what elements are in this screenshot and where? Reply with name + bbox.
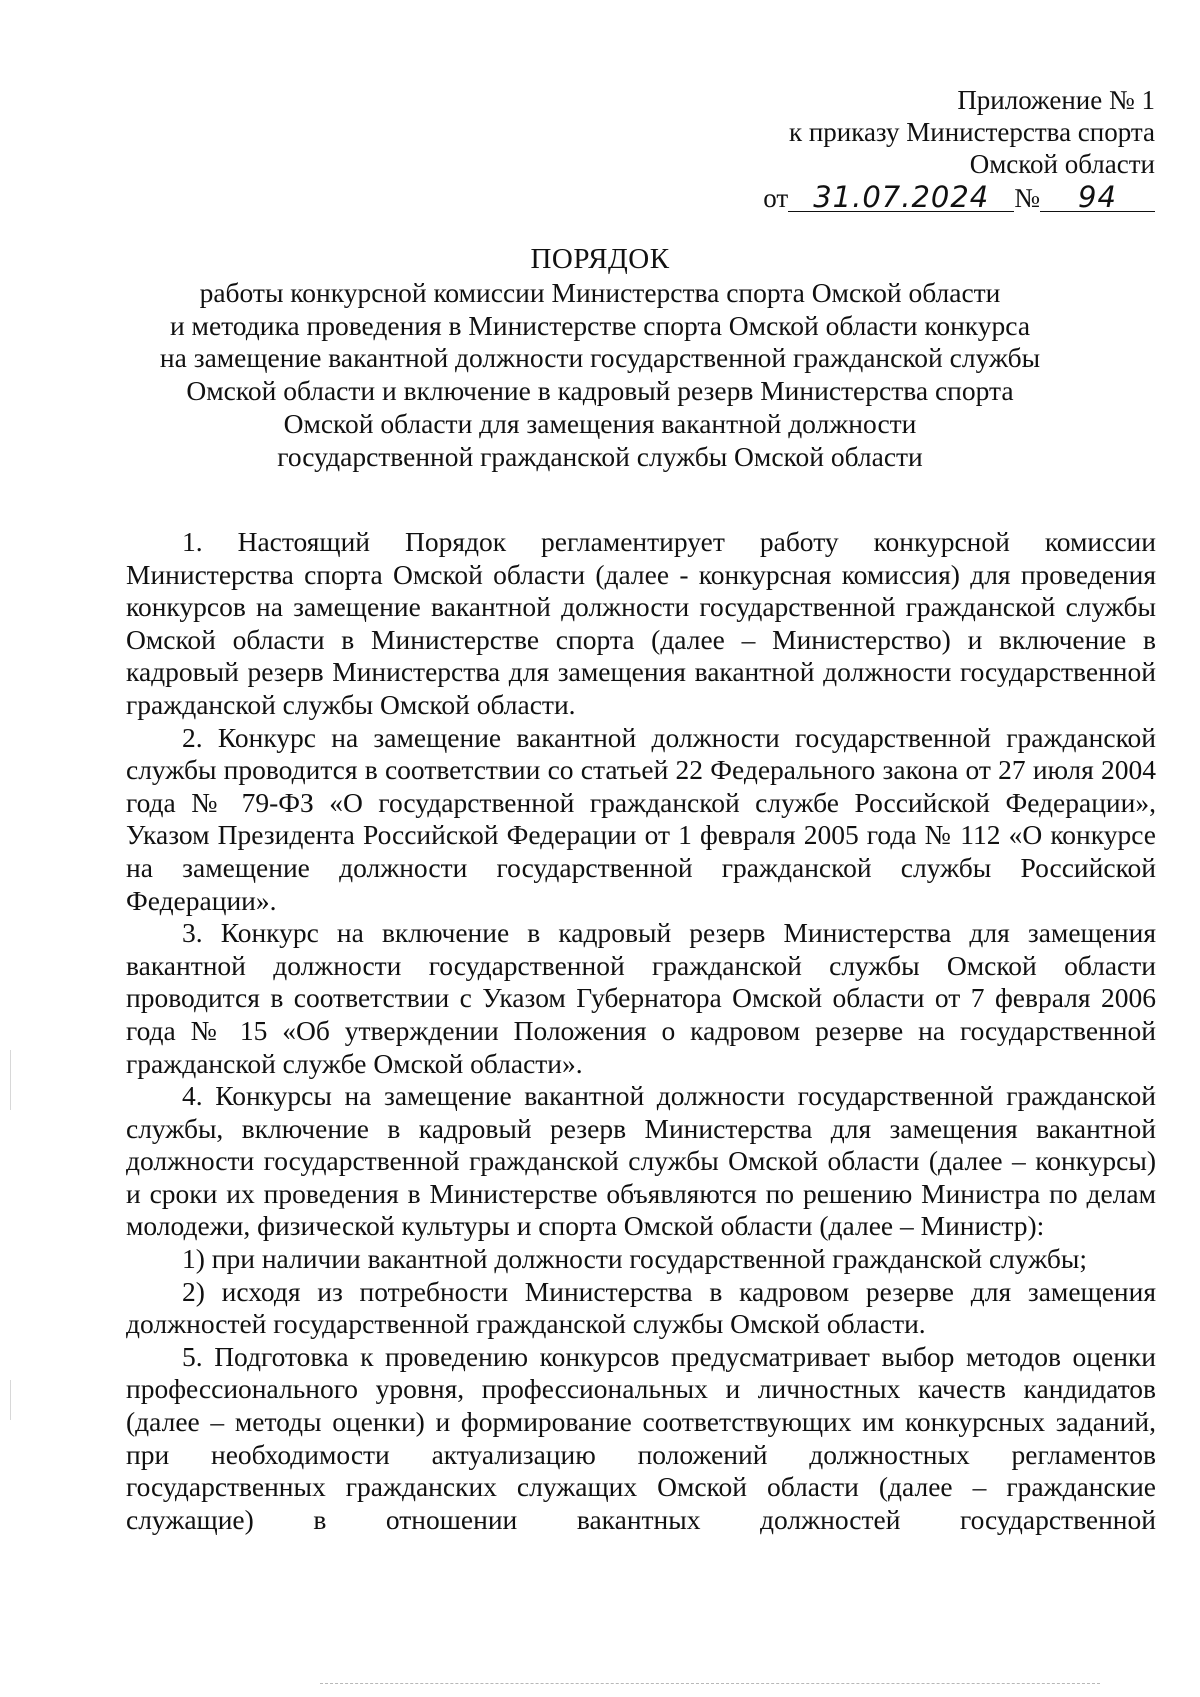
title-line: Омской области и включение в кадровый резерв Министерства спорта [186,375,1014,407]
title-line: государственной гражданской службы Омской области [277,440,923,472]
title-line: работы конкурсной комиссии Министерства спорта Омской области [199,276,1001,308]
appendix-title: Приложение № 1 [957,85,1155,115]
document-body [126,526,1156,1536]
order-date-number [695,182,1155,214]
document-title [150,243,1050,474]
title-heading: ПОРЯДОК [530,243,670,275]
scan-mark [10,1380,11,1420]
paragraph-4-item-1: 1) при наличии вакантной должности государственной гражданской службы; [182,1243,1088,1275]
paragraph-2: 2. Конкурс на замещение вакантной должности государственной гражданской службы проводится в соответствии со статьей 22 Федерального закона от 27 июля 2004 года № 79-ФЗ «О государственной гражданской службе Российской Федерации», Указом Президента Российской Федерации от 1 февраля 2005 года № 112 «О конкурсе на замещение должности государственной гражданской службы Российской Федерации». [126,721,1156,916]
appendix-order-ref: к приказу Министерства спорта [788,117,1155,147]
paragraph-1: 1. Настоящий Порядок регламентирует работу конкурсной комиссии Министерства спорта Омской области (далее - конкурсная комиссия) для проведения конкурсов на замещение вакантной должности государственной гражданской службы Омской области в Министерстве спорта (далее – Министерство) и включение в кадровый резерв Министерства для замещения вакантной должности государственной гражданской службы Омской области. [126,526,1156,720]
title-line: и методика проведения в Министерстве спорта Омской области конкурса [169,309,1031,341]
handwritten-number: 94 [1040,183,1155,212]
title-line: на замещение вакантной должности государственной гражданской службы [159,342,1041,374]
paragraph-5: 5. Подготовка к проведению конкурсов предусматривает выбор методов оценки профессионального уровня, профессиональных и личностных качеств кандидатов (далее – методы оценки) и формирование соответствующих им конкурсных заданий, при необходимости актуализацию положений должностных регламентов государственных гражданских служащих Омской области (далее – гражданские служащие) в отношении вакантных должностей государственной [126,1340,1156,1535]
scan-edge-line [320,1683,1100,1684]
paragraph-4-item-2: 2) исходя из потребности Министерства в кадровом резерве для замещения должностей государственной гражданской службы Омской области. [126,1275,1156,1340]
date-prefix: от [763,183,789,213]
handwritten-date: 31.07.2024 [788,183,1014,212]
title-line: Омской области для замещения вакантной должности [283,407,917,439]
appendix-header [695,84,1155,214]
number-label: № [1014,183,1040,213]
paragraph-3: 3. Конкурс на включение в кадровый резерв Министерства для замещения вакантной должности государственной гражданской службы Омской области проводится в соответствии с Указом Губернатора Омской области от 7 февраля 2006 года № 15 «Об утверждении Положения о кадровом резерве на государственной гражданской службе Омской области». [126,917,1156,1079]
appendix-region: Омской области [969,149,1155,179]
paragraph-4: 4. Конкурсы на замещение вакантной должности государственной гражданской службы, включение в кадровый резерв Министерства для замещения вакантной должности государственной гражданской службы Омской области (далее – конкурсы) и сроки их проведения в Министерстве объявляются по решению Министра по делам молодежи, физической культуры и спорта Омской области (далее – Министр): [126,1080,1156,1242]
scan-mark [10,1050,11,1110]
